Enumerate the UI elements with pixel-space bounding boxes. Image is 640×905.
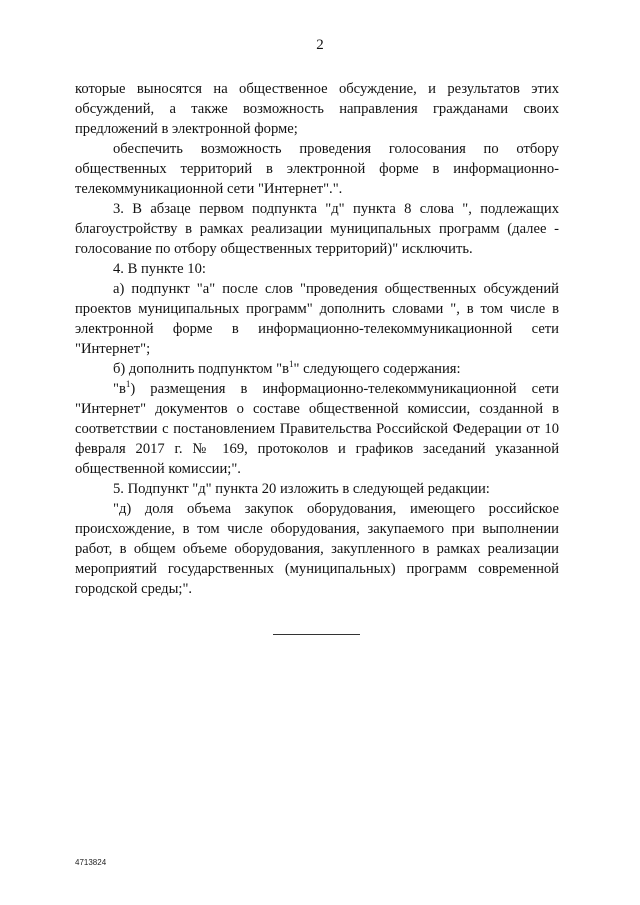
paragraph-item-3: 3. В абзаце первом подпункта "д" пункта 8 слова ", подлежащих благоустройству в рамках реализации муниципальных программ (далее - голосование по отбору общественных территорий)" исключить. (75, 201, 559, 257)
superscript-index: 1 (125, 379, 131, 390)
paragraph-voting-provision: обеспечить возможность проведения голосования по отбору общественных территорий в электронной форме в информационно-телекоммуникационной сети "Интернет".". (75, 141, 559, 197)
paragraph-subitem-v1-text-end: ) размещения в информационно-телекоммуникационной сети "Интернет" документов о составе общественной комиссии, созданной в соответствии с постановлением Правительства Российской Федерации от 10 февраля 2017 г. № 169, протоколов и графиков заседаний указанной общественной комиссии;". (75, 381, 559, 477)
document-body (75, 79, 559, 599)
document-code: 4713824 (75, 858, 107, 867)
superscript-index: 1 (289, 359, 294, 370)
paragraph-item-5d: "д) доля объема закупок оборудования, имеющего российское происхождение, в том числе оборудования, закупаемого при выполнении работ, в общем объеме оборудования, закупленного в рамках реализации мероприятий государственных (муниципальных) программ современной городской среды;". (75, 501, 559, 597)
paragraph-item-4a: а) подпункт "а" после слов "проведения общественных обсуждений проектов муниципальных программ" дополнить словами ", в том числе в электронной форме в информационно-телекоммуникационной сети "Интернет"; (75, 281, 559, 357)
paragraph-item-4b-text-end: " следующего содержания: (293, 361, 461, 377)
paragraph-continuation: которые выносятся на общественное обсуждение, и результатов этих обсуждений, а также возможность направления гражданами своих предложений в электронной форме; (75, 81, 559, 137)
paragraph-subitem-v1 (75, 379, 559, 479)
paragraph-item-4b-text-start: б) дополнить подпунктом "в (113, 361, 290, 377)
paragraph-item-4: 4. В пункте 10: (113, 261, 206, 277)
page-number: 2 (316, 37, 324, 53)
end-divider-line (273, 634, 360, 635)
paragraph-subitem-v1-text-start: "в (113, 381, 126, 397)
paragraph-item-4b (75, 359, 559, 379)
paragraph-item-5: 5. Подпункт "д" пункта 20 изложить в следующей редакции: (113, 481, 490, 497)
